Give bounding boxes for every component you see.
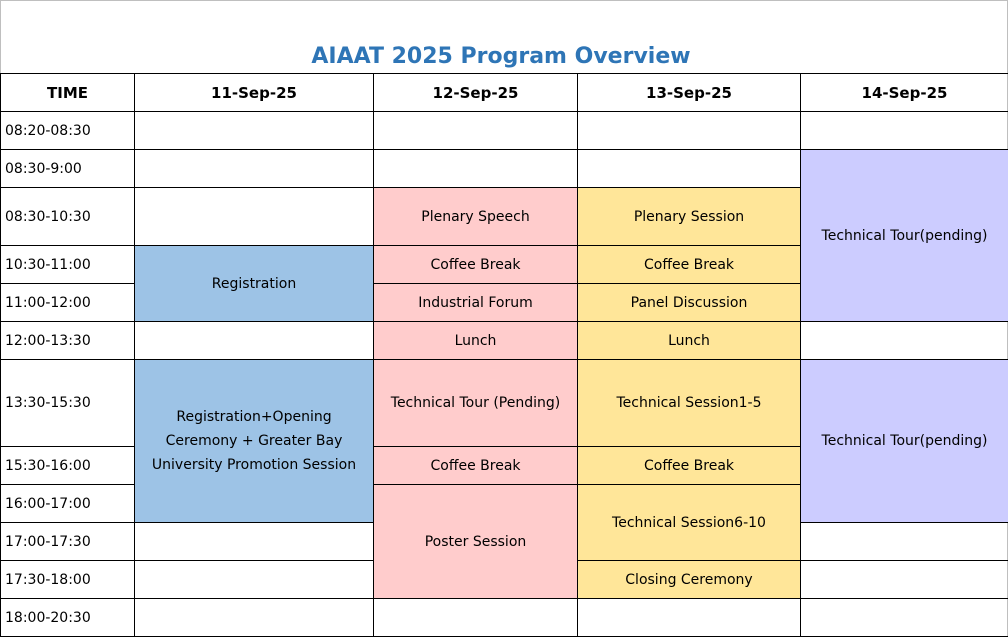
session-d1-registration: Registration (135, 246, 374, 322)
table-row (1, 322, 1008, 360)
time-cell: 16:00-17:00 (1, 485, 135, 523)
session-d2-coffee-break-2: Coffee Break (374, 447, 578, 485)
time-cell: 10:30-11:00 (1, 246, 135, 284)
empty-cell (135, 523, 374, 561)
time-cell: 15:30-16:00 (1, 447, 135, 485)
empty-cell (135, 188, 374, 246)
time-cell: 08:20-08:30 (1, 112, 135, 150)
session-d4-tour-afternoon: Technical Tour(pending) (801, 360, 1008, 523)
time-cell: 18:00-20:30 (1, 599, 135, 637)
session-d2-plenary: Plenary Speech (374, 188, 578, 246)
table-row (1, 150, 1008, 188)
empty-cell (135, 561, 374, 599)
session-d3-coffee-break-2: Coffee Break (578, 447, 801, 485)
session-d2-lunch: Lunch (374, 322, 578, 360)
header-time: TIME (1, 74, 135, 112)
empty-cell (135, 112, 374, 150)
table-row (1, 599, 1008, 637)
empty-cell (374, 150, 578, 188)
session-d3-plenary: Plenary Session (578, 188, 801, 246)
empty-cell (801, 112, 1008, 150)
header-day-3: 13-Sep-25 (578, 74, 801, 112)
time-cell: 17:30-18:00 (1, 561, 135, 599)
table-row (1, 360, 1008, 447)
empty-cell (578, 112, 801, 150)
session-d3-coffee-break: Coffee Break (578, 246, 801, 284)
header-row (1, 74, 1008, 112)
session-d2-coffee-break: Coffee Break (374, 246, 578, 284)
empty-cell (801, 322, 1008, 360)
empty-cell (801, 599, 1008, 637)
session-d2-industrial-forum: Industrial Forum (374, 284, 578, 322)
empty-cell (578, 599, 801, 637)
session-d2-technical-tour: Technical Tour (Pending) (374, 360, 578, 447)
session-d3-lunch: Lunch (578, 322, 801, 360)
empty-cell (801, 561, 1008, 599)
session-d2-poster: Poster Session (374, 485, 578, 599)
header-day-2: 12-Sep-25 (374, 74, 578, 112)
time-cell: 17:00-17:30 (1, 523, 135, 561)
empty-cell (374, 599, 578, 637)
header-day-1: 11-Sep-25 (135, 74, 374, 112)
page-title: AIAAT 2025 Program Overview (311, 44, 691, 69)
session-d1-opening: Registration+Opening Ceremony + Greater Bay University Promotion Session (135, 360, 374, 523)
empty-cell (374, 112, 578, 150)
session-d3-panel-discussion: Panel Discussion (578, 284, 801, 322)
session-d3-technical-session-1: Technical Session1-5 (578, 360, 801, 447)
empty-cell (801, 523, 1008, 561)
empty-cell (578, 150, 801, 188)
header-day-4: 14-Sep-25 (801, 74, 1008, 112)
empty-cell (135, 599, 374, 637)
table-row (1, 112, 1008, 150)
empty-cell (135, 322, 374, 360)
time-cell: 11:00-12:00 (1, 284, 135, 322)
time-cell: 08:30-10:30 (1, 188, 135, 246)
time-cell: 13:30-15:30 (1, 360, 135, 447)
program-table (0, 73, 1008, 637)
time-cell: 12:00-13:30 (1, 322, 135, 360)
empty-cell (135, 150, 374, 188)
session-d4-tour-morning: Technical Tour(pending) (801, 150, 1008, 322)
session-d3-technical-session-2: Technical Session6-10 (578, 485, 801, 561)
time-cell: 08:30-9:00 (1, 150, 135, 188)
session-d3-closing: Closing Ceremony (578, 561, 801, 599)
